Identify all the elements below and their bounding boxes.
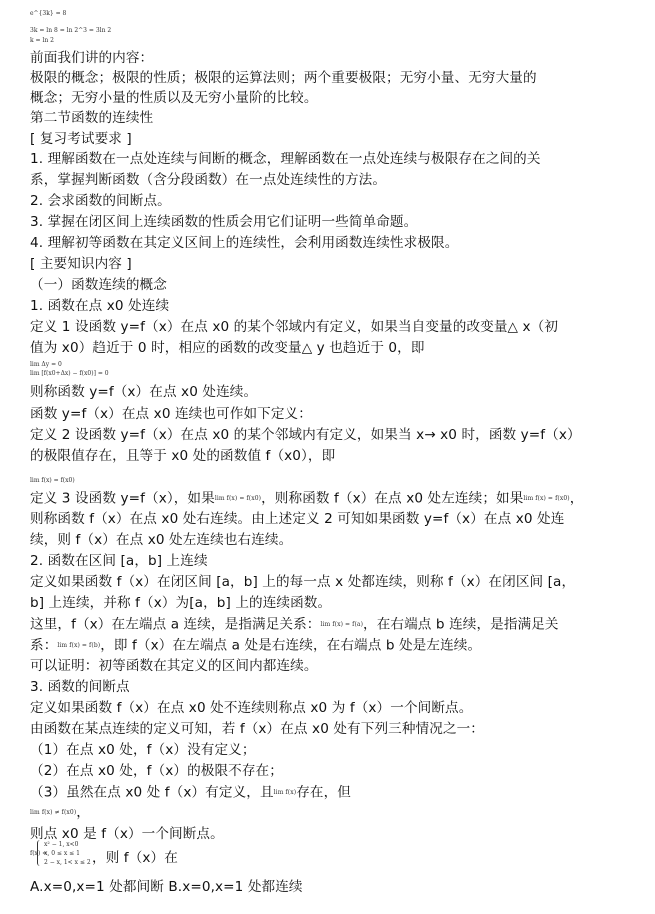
text-line: 系，掌握判断函数（含分段函数）在一点处连续性的方法。 [30,172,387,188]
text-line [30,783,641,803]
text-line: 3. 掌握在闭区间上连续函数的性质会用它们证明一些简单命题。 [30,214,418,230]
text-line [30,615,641,635]
text-segment: ， [76,804,90,821]
text-line: 的极限值存在，且等于 x0 处的函数值 f（x0），即 [30,448,336,464]
text-line: （一）函数连续的概念 [30,277,167,293]
text-line: 4. 理解初等函数在其定义区间上的连续性，会利用函数连续性求极限。 [30,235,459,251]
text-line [30,803,641,823]
text-segment: ，在右端点 b 连续，是指满足关 [363,616,559,633]
formula-inline: lim f(x) = f(b) [57,642,101,649]
text-line: 2. 会求函数的间断点。 [30,193,171,209]
text-line: b] 上连续，并称 f（x）为[a，b] 上的连续函数。 [30,595,332,611]
text-line: 定义如果函数 f（x）在点 x0 处不连续则称点 x0 为 f（x）一个间断点。 [30,700,473,716]
piecewise-lhs: f(x) = [30,850,48,857]
formula-inline: lim f(x) = f(x0) [523,495,570,502]
piecewise-brace [37,840,42,866]
text-segment: ，则称函数 f（x）在点 x0 处左连续；如果 [261,490,524,507]
text-line: 2. 函数在区间 [a，b] 上连续 [30,553,208,569]
text-line: ，则 f（x）在 [92,850,178,866]
text-line: 定义 2 设函数 y=f（x）在点 x0 的某个邻域内有定义，如果当 x→ x0 时，函数 y=f（x） [30,427,581,443]
formula-line: 3k = ln 8 = ln 2^3 = 3ln 2 [30,27,112,34]
piecewise-row: x, 0 ≤ x ≤ 1 [44,850,80,857]
text-line: 可以证明：初等函数在其定义的区间内都连续。 [30,658,318,674]
text-line: [ 复习考试要求 ] [30,131,132,147]
formula-inline: lim f(x) [273,789,297,796]
text-line: 由函数在某点连续的定义可知，若 f（x）在点 x0 处有下列三种情况之一： [30,721,484,737]
formula-inline: lim f(x) = f(x0) [214,495,262,502]
formula-line: k = ln 2 [30,37,54,44]
piecewise-row: 2 − x, 1< x ≤ 2 [44,859,91,866]
text-line: 定义 1 设函数 y=f（x）在点 x0 的某个邻域内有定义，如果当自变量的改变量△ x（初 [30,319,559,335]
text-line: 1. 函数在点 x0 处连续 [30,298,170,314]
text-segment: 定义 3 设函数 y=f（x），如果 [30,490,215,507]
text-line: 函数 y=f（x）在点 x0 连续也可作如下定义： [30,406,312,422]
formula-line: lim [f(x0+Δx) − f(x0)] = 0 [30,370,109,377]
text-line: 概念；无穷小量的性质以及无穷小量阶的比较。 [30,90,318,106]
text-line: （2）在点 x0 处，f（x）的极限不存在； [30,763,283,779]
option-line: A.x=0,x=1 处都间断 B.x=0,x=1 处都连续 [30,879,303,895]
text-line: 极限的概念；极限的性质；极限的运算法则；两个重要极限；无穷小量、无穷大量的 [30,70,537,86]
text-segment: （3）虽然在点 x0 处 f（x）有定义，且 [30,784,274,801]
piecewise-row: x² − 1, x<0 [44,841,79,848]
text-segment: 这里，f（x）在左端点 a 连续，是指满足关系： [30,616,321,633]
text-segment: ， [569,490,584,507]
text-line: 则点 x0 是 f（x）一个间断点。 [30,826,224,842]
text-segment: 系： [30,637,58,654]
text-line: （1）在点 x0 处，f（x）没有定义； [30,742,256,758]
text-line: 续，则 f（x）在点 x0 处左连续也右连续。 [30,532,293,548]
formula-line: lim Δy = 0 [30,361,62,368]
text-line: 则称函数 f（x）在点 x0 处右连续。由上述定义 2 可知如果函数 y=f（x）在点 x0 处连 [30,511,565,527]
text-segment: ，即 f（x）在左端点 a 处是右连续，在右端点 b 处是左连续。 [100,637,482,654]
formula-inline: lim f(x) ≠ f(x0) [30,809,77,816]
formula-line: e^{3k} = 8 [30,10,67,17]
text-line [30,489,641,509]
section-title: 第二节函数的连续性 [30,110,154,126]
text-segment: 存在，但 [296,784,351,801]
text-line: 值为 x0）趋近于 0 时，相应的函数的改变量△ y 也趋近于 0，即 [30,340,425,356]
text-line: 前面我们讲的内容： [30,50,154,66]
text-line: 3. 函数的间断点 [30,679,130,695]
text-line: 则称函数 y=f（x）在点 x0 处连续。 [30,384,258,400]
text-line: [ 主要知识内容 ] [30,256,132,272]
formula-line: lim f(x) = f(x0) [30,477,75,484]
text-line: 定义如果函数 f（x）在闭区间 [a，b] 上的每一点 x 处都连续，则称 f（x）在闭区间 [a， [30,574,576,590]
text-line [30,636,641,656]
text-line: 1. 理解函数在一点处连续与间断的概念，理解函数在一点处连续与极限存在之间的关 [30,151,541,167]
formula-inline: lim f(x) = f(a) [320,621,364,628]
